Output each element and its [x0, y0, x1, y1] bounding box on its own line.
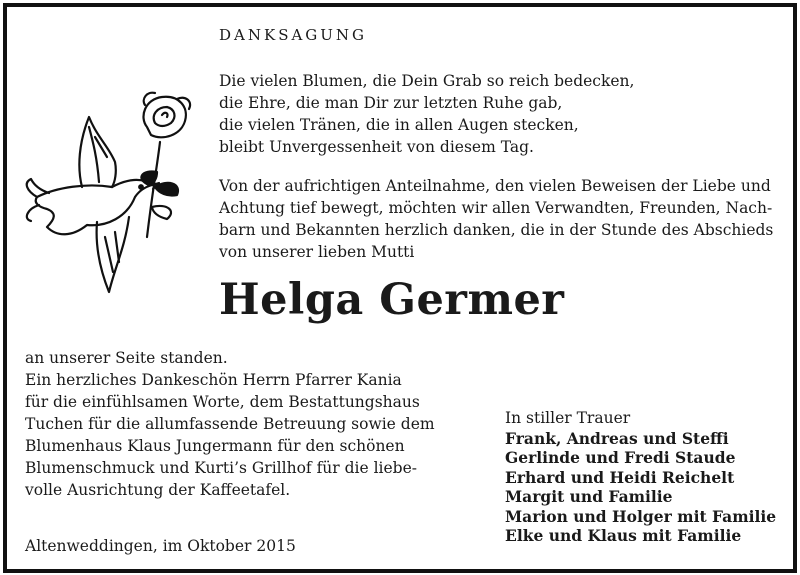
mourner-entry: Frank, Andreas und Steffi [505, 428, 729, 448]
mourner-entry: Elke und Klaus mit Familie [505, 526, 742, 545]
body-line: für die einfühlsamen Worte, dem Bestattungshaus [25, 393, 420, 411]
mourners-intro: In stiller Trauer [505, 409, 631, 427]
thanks-line: Achtung tief bewegt, möchten wir allen Verwandten, Freunden, Nach- [219, 199, 773, 217]
obituary-notice [3, 3, 797, 573]
place-date: Altenweddingen, im Oktober 2015 [25, 537, 296, 555]
mourner-entry: Erhard und Heidi Reichelt [505, 467, 735, 487]
poem-line: bleibt Unvergessenheit von diesem Tag. [219, 138, 534, 156]
body-line: Blumenschmuck und Kurti’s Grillhof für die liebe- [25, 459, 418, 477]
body-line: Tuchen für die allumfassende Betreuung sowie dem [25, 415, 435, 433]
body-line: an unserer Seite standen. [25, 349, 228, 367]
mourner-entry: Gerlinde und Fredi Staude [505, 448, 736, 467]
thanks-paragraph [219, 175, 785, 263]
dove-with-rose-icon [17, 87, 202, 307]
mourners-list [505, 409, 776, 546]
thanks-line: barn und Bekannten herzlich danken, die in der Stunde des Abschieds [219, 221, 774, 239]
mourner-entry: Margit und Familie [505, 487, 673, 506]
body-line: volle Ausrichtung der Kaffeetafel. [25, 481, 291, 499]
thanks-line: Von der aufrichtigen Anteilnahme, den vielen Beweisen der Liebe und [219, 177, 771, 195]
memorial-poem [219, 70, 779, 158]
body-line: Ein herzliches Dankeschön Herrn Pfarrer Kania [25, 371, 402, 389]
poem-line: die vielen Tränen, die in allen Augen stecken, [219, 116, 579, 134]
mourner-entry: Marion und Holger mit Familie [505, 506, 777, 526]
acknowledgement-paragraph [25, 347, 455, 501]
deceased-name: Helga Germer [219, 275, 565, 325]
thanks-line: von unserer lieben Mutti [219, 243, 415, 261]
poem-line: Die vielen Blumen, die Dein Grab so reich bedecken, [219, 72, 635, 90]
body-line: Blumenhaus Klaus Jungermann für den schönen [25, 437, 405, 455]
notice-heading: DANKSAGUNG [219, 26, 368, 44]
poem-line: die Ehre, die man Dir zur letzten Ruhe gab, [219, 94, 563, 112]
